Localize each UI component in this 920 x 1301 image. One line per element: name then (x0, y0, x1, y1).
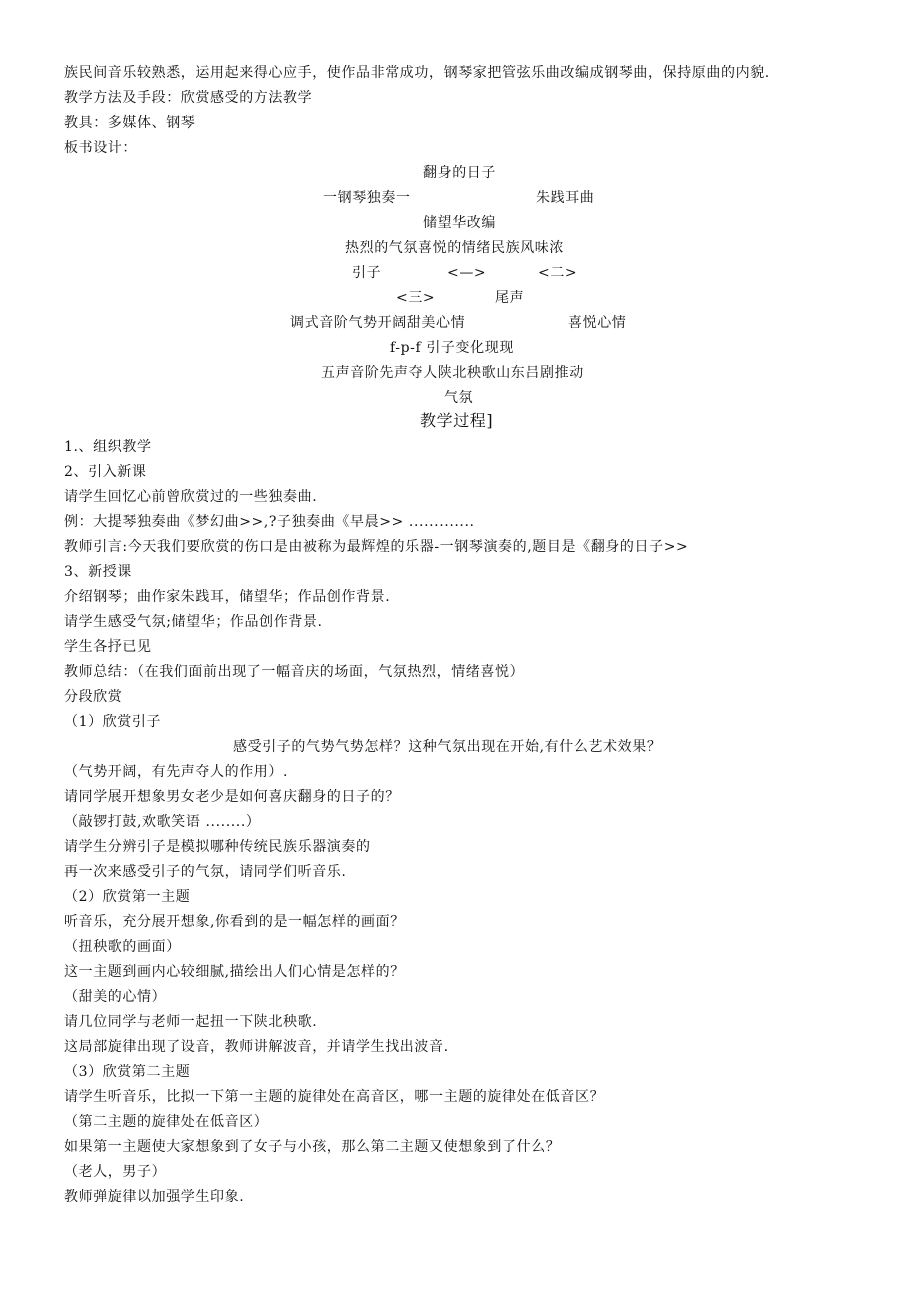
part-1-answer: （气势开阔，有先声夺人的作用）. (64, 764, 289, 780)
part-1-line-e: 请学生分辨引子是模拟哪种传统民族乐器演奏的 (64, 839, 371, 855)
board-pentatonic: 五声音阶先声夺人陕北秧歌山东吕剧推动 (321, 365, 584, 381)
board-part-1: <—> (447, 265, 487, 281)
board-part-2: <二> (538, 265, 578, 281)
part-1-question: 感受引子的气势气势怎样？这种气氛出现在开始,有什么艺术效果？ (233, 739, 662, 755)
step-1: 1.、组织教学 (64, 439, 152, 455)
part-3-line-d: （老人，男子） (64, 1164, 167, 1180)
part-3-line-c: 如果第一主题使大家想象到了女子与小孩，那么第二主题又使想象到了什么？ (64, 1139, 561, 1155)
step-2b: 例：大提琴独奏曲《梦幻曲>>,?子独奏曲《早晨>> ............. (64, 514, 475, 530)
part-2-line-c: 这一主题到画内心较细腻,描绘出人们心情是怎样的？ (64, 964, 405, 980)
step-3c: 学生各抒已见 (64, 639, 152, 655)
step-2: 2、引入新课 (64, 464, 147, 480)
part-2-line-f: 这局部旋律出现了设音，教师讲解波音，并请学生找出波音. (64, 1039, 449, 1055)
section-title: 教学过程] (420, 411, 494, 430)
teaching-method: 教学方法及手段：欣赏感受的方法教学 (64, 90, 313, 106)
part-2-line-a: 听音乐，充分展开想象,你看到的是一幅怎样的画面？ (64, 914, 405, 930)
step-3: 3、新授课 (64, 564, 132, 580)
board-coda: 尾声 (495, 290, 525, 306)
part-3-line-a: 请学生听音乐，比拟一下第一主题的旋律处在高音区，哪一主题的旋律处在低音区？ (64, 1089, 605, 1105)
teaching-tools: 教具：多媒体、钢琴 (64, 115, 196, 131)
step-2a: 请学生回忆心前曾欣赏过的一些独奏曲. (64, 489, 318, 505)
board-dynamics: f-p-f 引子变化现现 (390, 340, 514, 356)
board-part-3: <三> (396, 290, 436, 306)
step-3a: 介绍钢琴；曲作家朱践耳，储望华；作品创作背景. (64, 589, 391, 605)
part-2-line-d: （甜美的心情） (64, 989, 167, 1005)
board-arranger: 储望华改编 (423, 215, 496, 231)
step-3b: 请学生感受气氛;储望华；作品创作背景. (64, 614, 323, 630)
board-atmosphere: 气氛 (444, 390, 474, 406)
part-1-line-c: 请同学展开想象男女老少是如何喜庆翻身的日子的？ (64, 789, 400, 805)
board-design-heading: 板书设计： (64, 140, 137, 156)
part-2-line-e: 请几位同学与老师一起扭一下陕北秧歌. (64, 1014, 318, 1030)
board-mood: 热烈的气氛喜悦的情绪民族风味浓 (345, 240, 564, 256)
step-2c: 教师引言:今天我们要欣赏的伤口是由被称为最辉煌的乐器-一钢琴演奏的,题目是《翻身的日子>> (64, 539, 689, 555)
board-mode-left: 调式音阶气势开阔甜美心情 (290, 315, 466, 331)
part-2-heading: （2）欣赏第一主题 (64, 889, 191, 905)
board-subtitle-right: 朱践耳曲 (536, 190, 595, 206)
step-3d: 教师总结：（在我们面前出现了一幅音庆的场面，气氛热烈，情绪喜悦） (64, 664, 525, 680)
part-3-line-e: 教师弹旋律以加强学生印象. (64, 1189, 245, 1205)
part-3-line-b: （第二主题的旋律处在低音区） (64, 1114, 269, 1130)
part-2-line-b: （扭秧歌的画面） (64, 939, 181, 955)
board-title: 翻身的日子 (423, 165, 496, 181)
board-subtitle-left: 一钢琴独奏一 (323, 190, 411, 206)
step-3e: 分段欣赏 (64, 689, 123, 705)
part-1-line-f: 再一次来感受引子的气氛，请同学们听音乐. (64, 864, 347, 880)
part-1-line-d: （敲锣打鼓,欢歌笑语 ........） (64, 814, 261, 830)
intro-line: 族民间音乐较熟悉，运用起来得心应手，使作品非常成功，钢琴家把管弦乐曲改编成钢琴曲，保持原曲的内貌. (64, 65, 770, 81)
part-1-heading: （1）欣赏引子 (64, 714, 162, 730)
board-mode-right: 喜悦心情 (568, 315, 627, 331)
board-intro-label: 引子 (352, 265, 382, 281)
part-3-heading: （3）欣赏第二主题 (64, 1064, 191, 1080)
